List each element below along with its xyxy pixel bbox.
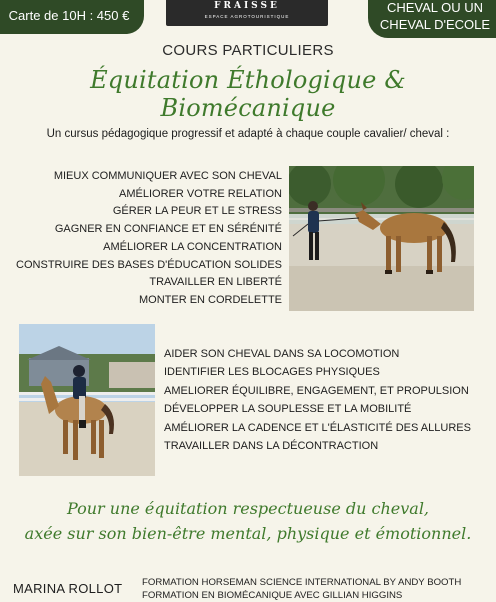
list-item: AMÉLIORER VOTRE RELATION [119,187,282,200]
list-item: IDENTIFIER LES BLOCAGES PHYSIQUES [164,366,380,379]
price-badge [0,0,144,34]
horse-badge [368,0,496,38]
list-item: AMÉLIORER LA CONCENTRATION [103,240,282,253]
groundwork-photo [289,166,474,311]
logo [166,0,328,26]
price-badge-text: Carte de 10H : 450 € [8,7,130,23]
list-item: MONTER EN CORDELETTE [138,293,282,306]
instructor-name: MARINA ROLLOT [13,581,123,596]
horse-badge-line1: CHEVAL OU UN [386,0,484,15]
list-item: AMÉLIORER LA CADENCE ET L'ÉLASTICITÉ DES ALLURES [164,421,471,434]
logo-tagline: ESPACE AGROTOURISTIQUE [204,14,290,19]
list-item: MIEUX COMMUNIQUER AVEC SON CHEVAL [53,170,282,182]
list-item: CONSTRUIRE DES BASES D'ÉDUCATION SOLIDES [16,258,282,271]
biomechanics-benefits-list [164,345,471,455]
formation-item: FORMATION EN BIOMÉCANIQUE AVEC GILLIAN HIGGINS [142,590,403,601]
list-item: DÉVELOPPER LA SOUPLESSE ET LA MOBILITÉ [164,403,412,416]
ethology-benefits-list [16,168,282,310]
instructor-formations [142,576,461,602]
horse-badge-line2: CHEVAL D'ECOLE [379,17,491,32]
page-title: Équitation Éthologique & Biomécanique [90,66,406,122]
list-item: GÉRER LA PEUR ET LE STRESS [112,205,282,218]
list-item: TRAVAILLER EN LIBERTÉ [149,276,282,289]
riding-photo [19,324,155,476]
list-item: AMELIORER ÉQUILIBRE, ENGAGEMENT, ET PROPULSION [164,384,469,397]
slogan-line2: axée sur son bien-être mental, physique et émotionnel. [24,524,472,543]
formation-item: FORMATION HORSEMAN SCIENCE INTERNATIONAL BY ANDY BOOTH [142,577,462,588]
list-item: TRAVAILLER DANS LA DÉCONTRACTION [164,440,379,453]
list-item: AIDER SON CHEVAL DANS SA LOCOMOTION [164,348,400,360]
slogan [0,496,496,546]
page-kicker: COURS PARTICULIERS [162,42,334,59]
intro-text: Un cursus pédagogique progressif et adapté à chaque couple cavalier/ cheval : [46,128,450,140]
list-item: GAGNER EN CONFIANCE ET EN SÉRÉNITÉ [54,223,282,236]
slogan-line1: Pour une équitation respectueuse du cheval, [66,499,430,518]
logo-name: FRAISSE [214,1,280,11]
